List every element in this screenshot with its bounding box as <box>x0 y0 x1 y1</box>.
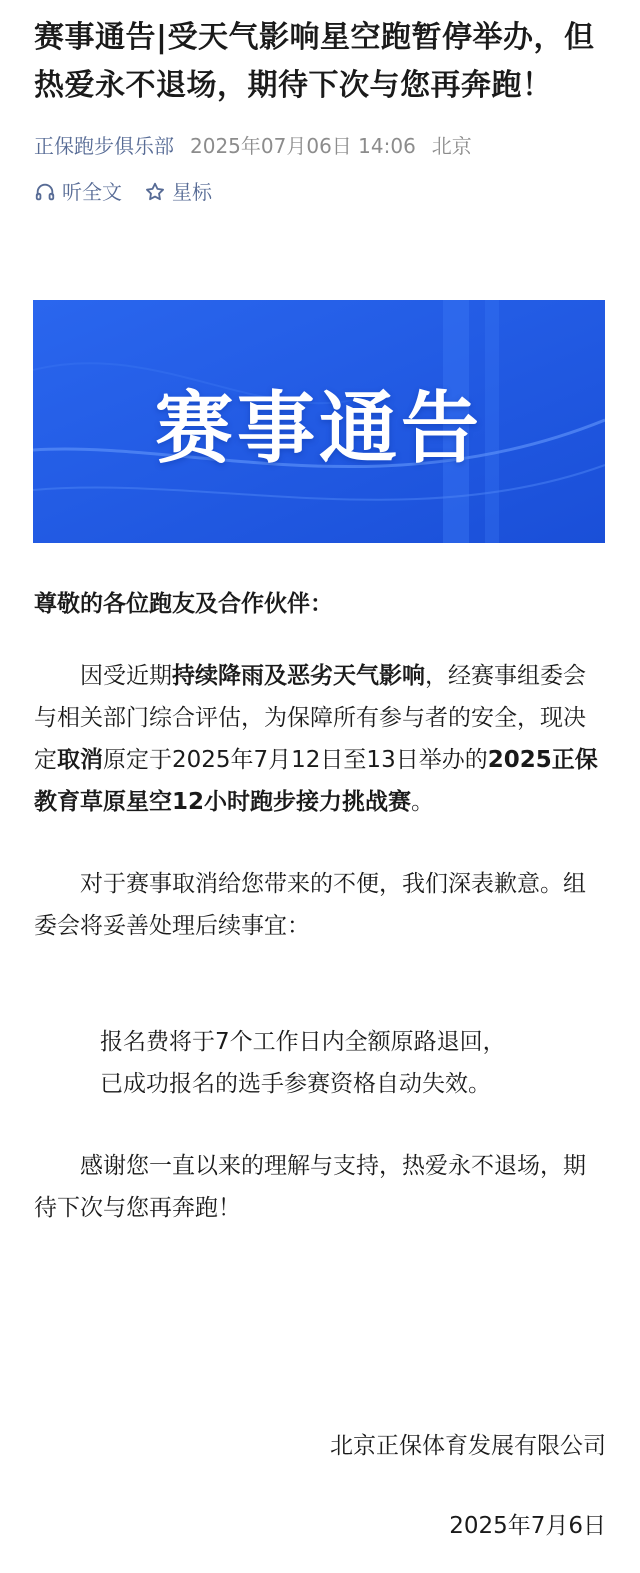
paragraph-3: 感谢您一直以来的理解与支持，热爱永不退场，期待下次与您再奔跑！ <box>34 1153 586 1221</box>
p1-text-e: 原定于2025年7月12日至13日举办的 <box>103 747 488 773</box>
refund-note-1: 报名费将于7个工作日内全额原路退回， <box>100 1029 506 1055</box>
signature-org: 北京正保体育发展有限公司 <box>330 1433 606 1459</box>
paragraph-2: 对于赛事取消给您带来的不便，我们深表歉意。组委会将妥善处理后续事宜： <box>34 871 586 939</box>
publish-location: 北京 <box>431 134 472 158</box>
article-title: 赛事通告|受天气影响星空跑暂停举办，但热爱永不退场，期待下次与您再奔跑！ <box>34 20 595 103</box>
notice-banner-image <box>33 300 605 543</box>
star-button[interactable] <box>144 178 212 206</box>
signature-date: 2025年7月6日 <box>449 1513 606 1539</box>
p1-text-g: 。 <box>411 789 435 815</box>
refund-notes <box>34 1021 606 1105</box>
listen-button[interactable] <box>34 178 122 206</box>
p1-bold-event: 2025正保教育草原星空12小时跑步接力挑战赛 <box>34 747 598 815</box>
publish-date: 2025年07月06日 14:06 <box>190 134 416 158</box>
article-actions <box>34 178 606 206</box>
star-icon <box>144 181 166 203</box>
article-meta <box>34 132 606 160</box>
greeting: 尊敬的各位跑友及合作伙伴： <box>34 591 333 617</box>
refund-note-2: 已成功报名的选手参赛资格自动失效。 <box>100 1071 491 1097</box>
banner-title: 赛事通告 <box>154 383 483 474</box>
headphones-icon <box>34 181 56 203</box>
article-body <box>34 583 606 1229</box>
author-link[interactable]: 正保跑步俱乐部 <box>34 134 174 158</box>
p1-bold-cancel: 取消 <box>57 747 103 773</box>
p1-text-c: ，经赛事组委会与相关部门综合评估，为保障所有参与者的安全，现决定 <box>34 663 586 773</box>
p1-text-a: 因受近期 <box>80 663 172 689</box>
p1-bold-weather: 持续降雨及恶劣天气影响 <box>172 663 425 689</box>
paragraph-1 <box>34 655 606 823</box>
listen-label: 听全文 <box>62 180 122 204</box>
star-label: 星标 <box>172 180 212 204</box>
